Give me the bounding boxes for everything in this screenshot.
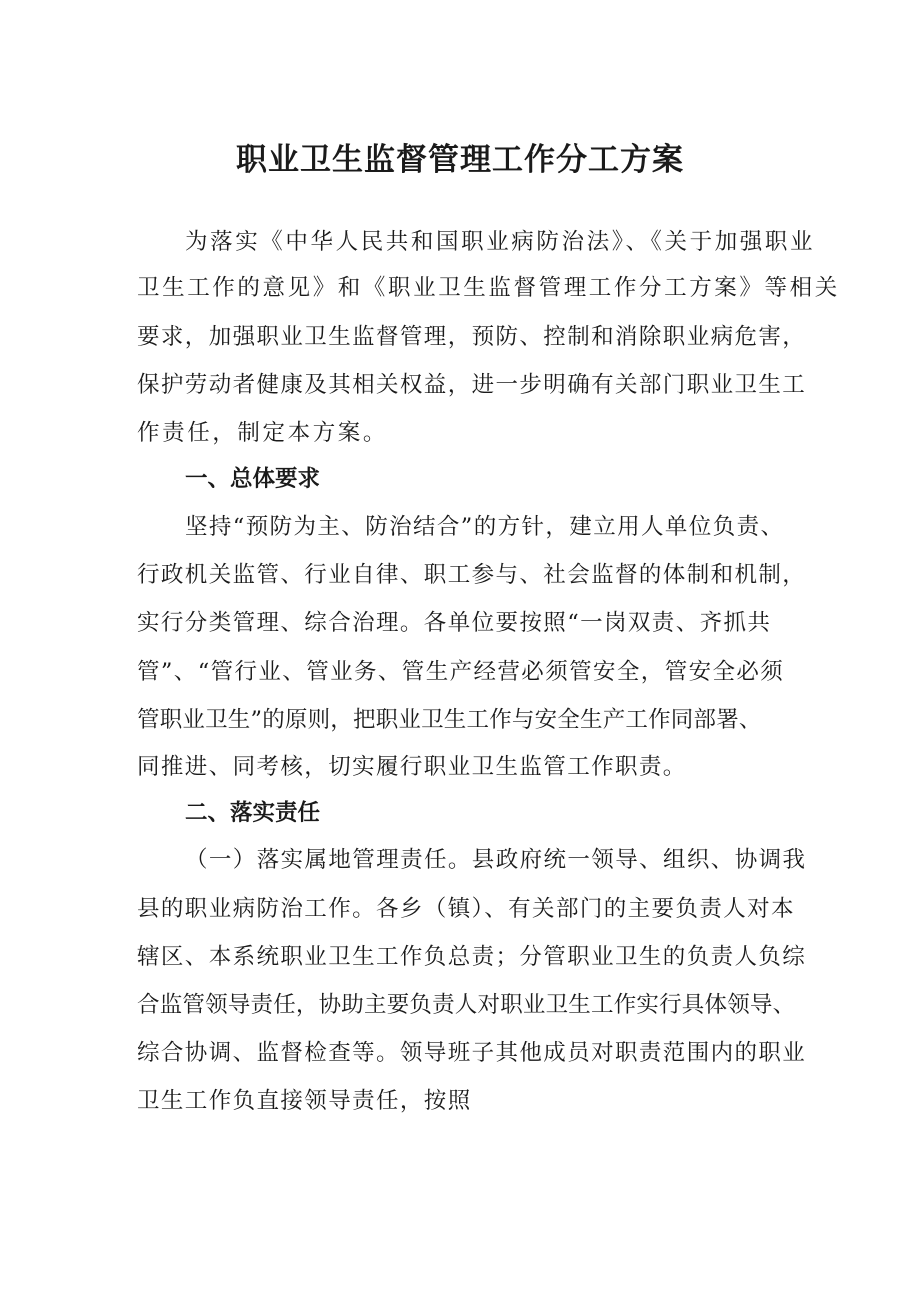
section-2-line-4: 合监管领导责任，协助主要负责人对职业卫生工作实行具体领导、 — [137, 992, 796, 1018]
intro-line-1: 为落实《中华人民共和国职业病防治法》、《关于加强职业 — [185, 229, 816, 255]
intro-line-5: 作责任，制定本方案。 — [137, 420, 389, 446]
section-1-line-2: 行政机关监管、行业自律、职工参与、社会监督的体制和机制， — [137, 562, 807, 588]
section-1-line-4: 管”、“管行业、管业务、管生产经营必须管安全，管安全必须 — [137, 659, 785, 685]
section-2-line-6: 卫生工作负直接领导责任，按照 — [137, 1088, 472, 1114]
section-1-heading: 一、总体要求 — [185, 466, 321, 492]
intro-line-2: 卫生工作的意见》和《职业卫生监督管理工作分工方案》等相关 — [137, 275, 840, 301]
document-title: 职业卫生监督管理工作分工方案 — [236, 142, 684, 178]
section-2-line-5: 综合协调、监督检查等。领导班子其他成员对职责范围内的职业 — [137, 1040, 807, 1066]
intro-line-3: 要求，加强职业卫生监督管理，预防、控制和消除职业病危害， — [137, 324, 807, 350]
section-1-line-6: 同推进、同考核，切实履行职业卫生监管工作职责。 — [137, 754, 687, 780]
section-2-line-2: 县的职业病防治工作。各乡（镇）、有关部门的主要负责人对本 — [137, 896, 795, 922]
section-2-line-3: 辖区、本系统职业卫生工作负总责；分管职业卫生的负责人负综 — [137, 944, 807, 970]
intro-line-4: 保护劳动者健康及其相关权益，进一步明确有关部门职业卫生工 — [137, 372, 807, 398]
section-1-line-5: 管职业卫生”的原则，把职业卫生工作与安全生产工作同部署、 — [137, 707, 762, 733]
section-2-heading: 二、落实责任 — [185, 800, 321, 826]
section-1-line-3: 实行分类管理、综合治理。各单位要按照“一岗双责、齐抓共 — [137, 610, 772, 636]
section-1-line-1: 坚持“预防为主、防治结合”的方针，建立用人单位负责、 — [185, 514, 785, 540]
section-2-line-1: （一）落实属地管理责任。县政府统一领导、组织、协调我 — [185, 847, 807, 873]
